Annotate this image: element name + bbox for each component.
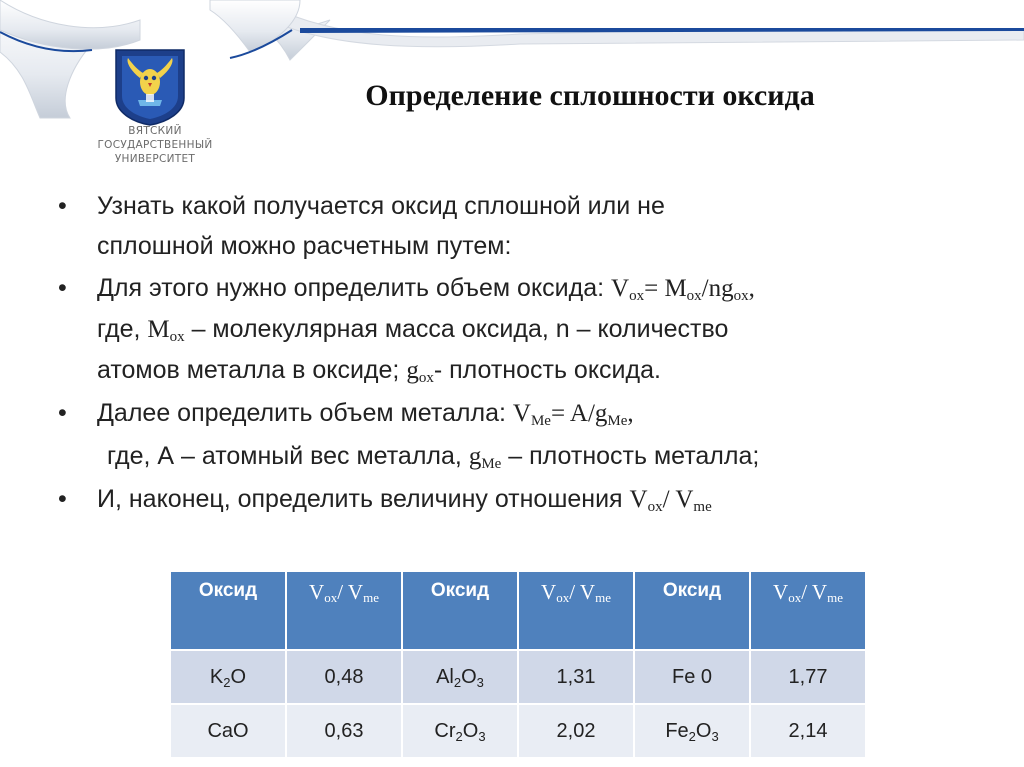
header-subscript: ox (556, 590, 570, 605)
bullet-text: Далее определить объем металла: (97, 399, 513, 427)
formula-text: V (512, 400, 531, 427)
bullet-list (56, 186, 986, 522)
formula-index: 3 (478, 728, 486, 744)
bullet-text: - плотность оксида. (433, 356, 661, 384)
formula-text: M (147, 316, 170, 343)
header-text: V (773, 580, 789, 604)
bullet-continuation (56, 436, 986, 477)
oxide-cell (170, 704, 286, 758)
formula-text: g (468, 443, 482, 470)
formula-text: = A/g (550, 400, 608, 427)
header-text: V (541, 580, 557, 604)
bullet-text: где, (97, 315, 148, 343)
formula-part: K (209, 665, 224, 688)
ratio-cell: 1,31 (518, 650, 634, 704)
bullet-item (56, 479, 986, 520)
bullet-text: И, наконец, определить величину отношения (97, 485, 630, 513)
oxide-cell (634, 704, 750, 758)
oxide-cell (170, 650, 286, 704)
formula-subscript: ox (169, 329, 185, 345)
oxide-cell (402, 704, 518, 758)
header-subscript: ox (324, 590, 338, 605)
formula-text: /ng (701, 275, 734, 302)
formula-index: 2 (453, 674, 462, 690)
formula-index: 2 (455, 728, 463, 744)
formula-subscript: Me (481, 456, 502, 472)
ratio-cell: 2,14 (750, 704, 866, 758)
bullet-text: Для этого нужно определить объем оксида: (97, 274, 612, 302)
bullet-text: – молекулярная масса оксида, n – количество (184, 315, 729, 343)
oxide-cell (402, 650, 518, 704)
ratio-cell: 2,02 (518, 704, 634, 758)
bullet-text: атомов металла в оксиде; (97, 356, 407, 384)
formula-part: CaO (207, 719, 249, 742)
bullet-item (56, 393, 986, 434)
formula-index: 3 (711, 728, 719, 744)
formula-part: Fe 0 (671, 665, 713, 688)
header-text: / V (337, 580, 364, 604)
header-subscript: ox (788, 590, 802, 605)
ratio-cell: 0,63 (286, 704, 402, 758)
bullet-text: – плотность металла; (501, 442, 760, 470)
formula-subscript: me (693, 499, 712, 515)
formula-text: , (627, 400, 634, 427)
column-header-oxide: Оксид (402, 571, 518, 650)
column-header-oxide: Оксид (170, 571, 286, 650)
university-name-line: ГОСУДАРСТВЕННЫЙ (97, 139, 213, 151)
header-text: V (309, 580, 325, 604)
formula-subscript: ox (647, 499, 663, 515)
oxide-ratio-table (169, 570, 867, 759)
column-header-ratio (750, 571, 866, 650)
header-text: / V (801, 580, 828, 604)
formula-text: / V (662, 486, 694, 513)
oxide-ratio-table-container (169, 570, 867, 759)
formula-part: Cr (434, 719, 456, 742)
bullet-item (56, 268, 986, 391)
formula-subscript: ox (629, 288, 645, 304)
column-header-ratio (518, 571, 634, 650)
formula-text: , (748, 275, 755, 302)
formula-part: O (230, 665, 247, 688)
university-name (80, 124, 230, 166)
formula-text: g (406, 357, 419, 384)
header-subscript: me (595, 590, 611, 605)
university-emblem-icon (110, 46, 190, 126)
bullet-text: где, А – атомный вес металла, (107, 442, 469, 470)
oxide-cell (634, 650, 750, 704)
header-subscript: me (363, 590, 379, 605)
formula-index: 2 (688, 728, 696, 744)
university-name-line: УНИВЕРСИТЕТ (114, 153, 196, 165)
formula-subscript: Me (607, 413, 628, 429)
table-row (170, 650, 866, 704)
formula-index: 3 (476, 674, 484, 690)
formula-text: = M (644, 275, 687, 302)
formula-subscript: Me (530, 413, 551, 429)
header-subscript: me (827, 590, 843, 605)
formula-part: O (462, 719, 479, 742)
formula-part: Fe (665, 719, 689, 742)
formula-text: V (629, 486, 648, 513)
slide-title: Определение сплошности оксида (365, 79, 815, 112)
header-text: / V (569, 580, 596, 604)
formula-part: O (461, 665, 477, 688)
ratio-cell: 0,48 (286, 650, 402, 704)
formula-subscript: ox (686, 288, 702, 304)
university-name-line: ВЯТСКИЙ (128, 125, 182, 137)
formula-part: O (695, 719, 712, 742)
bullet-item (56, 186, 986, 266)
table-header-row (170, 571, 866, 650)
formula-part: Al (436, 665, 454, 688)
bullet-text: Узнать какой получается оксид сплошной или не (97, 192, 665, 220)
column-header-ratio (286, 571, 402, 650)
column-header-oxide: Оксид (634, 571, 750, 650)
table-row (170, 704, 866, 758)
formula-subscript: ox (733, 288, 749, 304)
ratio-cell: 1,77 (750, 650, 866, 704)
formula-text: V (611, 275, 630, 302)
formula-subscript: ox (418, 370, 434, 386)
bullet-text: сплошной можно расчетным путем: (97, 232, 512, 260)
formula-index: 2 (223, 674, 231, 690)
